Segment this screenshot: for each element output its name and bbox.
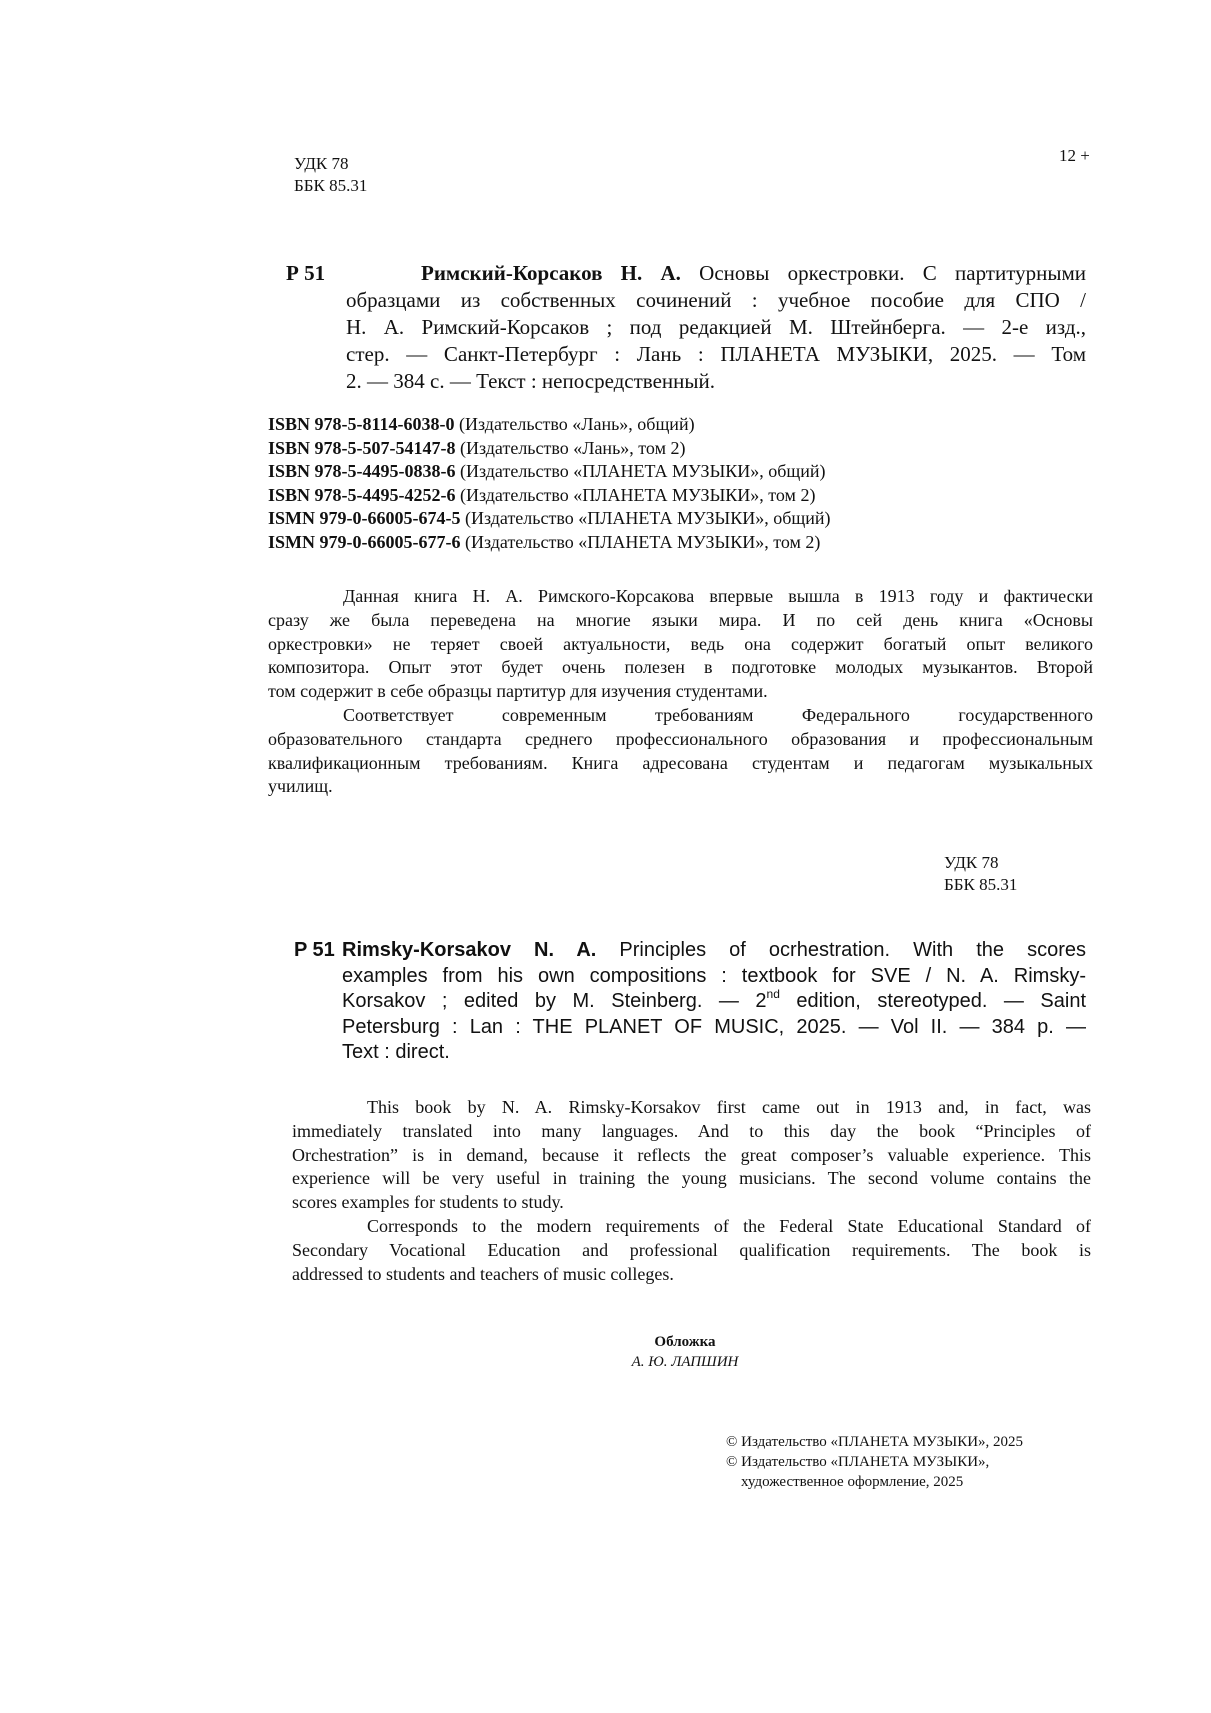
isbn-item bbox=[268, 413, 831, 437]
author-sign-en: P 51 bbox=[294, 939, 335, 961]
udk-code: УДК 78 bbox=[944, 853, 999, 872]
isbn-number: ISMN 979-0-66005-677-6 bbox=[268, 531, 461, 552]
en-annotation-line: Orchestration” is in demand, because it reflects the great composer’s valuable experience. This bbox=[292, 1144, 1091, 1165]
en-record-line-3b: edition, stereotyped. — Saint bbox=[779, 990, 1086, 1012]
isbn-number: ISBN 978-5-8114-6038-0 bbox=[268, 414, 455, 434]
en-bibliographic-record bbox=[294, 938, 1086, 1066]
isbn-note: (Издательство «ПЛАНЕТА МУЗЫКИ», общий) bbox=[460, 461, 826, 481]
en-author: Rimsky-Korsakov N. A. bbox=[342, 939, 597, 961]
ordinal-suffix: nd bbox=[766, 987, 780, 1001]
ru-record-line-2: образцами из собственных сочинений : учебное пособие для СПО / bbox=[346, 288, 1086, 312]
en-record-line-2: examples from his own compositions : textbook for SVE / N. A. Rimsky- bbox=[342, 964, 1086, 987]
en-annotation-line: immediately translated into many languages. And to this day the book “Principles of bbox=[292, 1120, 1091, 1141]
ru-annotation-line: оркестровки» не теряет своей актуальности, ведь она содержит богатый опыт великого bbox=[268, 633, 1093, 654]
isbn-note: (Издательство «Лань», том 2) bbox=[460, 437, 686, 458]
isbn-item bbox=[268, 484, 831, 508]
en-annotation-line: addressed to students and teachers of music colleges. bbox=[292, 1263, 674, 1284]
isbn-number: ISMN 979-0-66005-674-5 bbox=[268, 508, 461, 528]
isbn-item bbox=[268, 437, 831, 461]
ru-annotation-line: Соответствует современным требованиям Федерального государственного bbox=[343, 704, 1093, 725]
isbn-note: (Издательство «Лань», общий) bbox=[459, 414, 695, 434]
isbn-item bbox=[268, 460, 831, 484]
isbn-number: ISBN 978-5-4495-0838-6 bbox=[268, 461, 456, 481]
en-annotation-line: scores examples for students to study. bbox=[292, 1192, 564, 1213]
ru-annotation-line: образовательного стандарта среднего профессионального образования и профессиональным bbox=[268, 728, 1093, 749]
ru-record-line-3: Н. А. Римский-Корсаков ; под редакцией М. Штейнберга. — 2-е изд., bbox=[346, 315, 1086, 339]
classification-codes-top bbox=[294, 153, 367, 197]
isbn-number: ISBN 978-5-4495-4252-6 bbox=[268, 484, 456, 505]
isbn-number: ISBN 978-5-507-54147-8 bbox=[268, 437, 456, 458]
en-record-line-4: Petersburg : Lan : THE PLANET OF MUSIC, 2025. — Vol II. — 384 p. — bbox=[342, 1015, 1086, 1038]
ru-annotation-line: училищ. bbox=[268, 776, 333, 797]
ru-annotation-line: том содержит в себе образцы партитур для изучения студентами. bbox=[268, 681, 768, 702]
en-record-line-5: Text : direct. bbox=[342, 1041, 450, 1063]
ru-title-start: Основы оркестровки. С партитурными bbox=[699, 261, 1086, 285]
ru-record-line-4: стер. — Санкт-Петербург : Лань : ПЛАНЕТА МУЗЫКИ, 2025. — Том bbox=[346, 342, 1086, 366]
en-title-start: Principles of ocrhestration. With the scores bbox=[619, 939, 1086, 961]
age-rating: 12 + bbox=[1059, 146, 1090, 165]
en-annotation bbox=[292, 1096, 1091, 1286]
bbk-code: ББК 85.31 bbox=[294, 176, 368, 195]
cover-label: Обложка bbox=[654, 1334, 716, 1350]
cover-designer: А. Ю. ЛАПШИН bbox=[631, 1354, 739, 1370]
copyright-line-2: © Издательство «ПЛАНЕТА МУЗЫКИ», bbox=[726, 1454, 990, 1470]
copyright-line-3: художественное оформление, 2025 bbox=[741, 1474, 964, 1490]
isbn-item bbox=[268, 507, 831, 531]
isbn-note: (Издательство «ПЛАНЕТА МУЗЫКИ», том 2) bbox=[460, 484, 816, 505]
en-record-line-3 bbox=[342, 989, 1086, 1015]
ru-annotation-line: сразу же была переведена на многие языки мира. И по сей день книга «Основы bbox=[268, 609, 1093, 630]
classification-codes-second bbox=[944, 852, 1017, 896]
ru-annotation-line: композитора. Опыт этот будет очень полезен в подготовке молодых музыкантов. Второй bbox=[268, 657, 1093, 678]
en-annotation-line: experience will be very useful in training the young musicians. The second volume contains the bbox=[292, 1168, 1091, 1189]
ru-record-line-1 bbox=[346, 260, 1086, 287]
isbn-item bbox=[268, 531, 831, 555]
ru-annotation-line: квалификационным требованиям. Книга адресована студентам и педагогам музыкальных bbox=[268, 752, 1093, 773]
en-record-line-1 bbox=[342, 938, 1086, 964]
cover-credit bbox=[560, 1332, 810, 1372]
ru-bibliographic-record bbox=[286, 260, 1086, 395]
isbn-note: (Издательство «ПЛАНЕТА МУЗЫКИ», общий) bbox=[464, 508, 831, 528]
isbn-list bbox=[268, 413, 831, 554]
copyright-line-1: © Издательство «ПЛАНЕТА МУЗЫКИ», 2025 bbox=[726, 1434, 1024, 1450]
isbn-note: (Издательство «ПЛАНЕТА МУЗЫКИ», том 2) bbox=[464, 531, 821, 552]
copyright-block bbox=[726, 1432, 1023, 1492]
ru-annotation bbox=[268, 585, 1093, 799]
author-sign-ru: Р 51 bbox=[286, 261, 326, 285]
ru-author: Римский-Корсаков Н. А. bbox=[421, 261, 681, 285]
en-annotation-line: This book by N. A. Rimsky-Korsakov first came out in 1913 and, in fact, was bbox=[367, 1097, 1091, 1117]
en-annotation-line: Secondary Vocational Education and professional qualification requirements. The book is bbox=[292, 1239, 1091, 1260]
udk-code: УДК 78 bbox=[294, 154, 349, 173]
ru-record-line-5: 2. — 384 с. — Текст : непосредственный. bbox=[346, 369, 715, 393]
en-record-line-3a: Korsakov ; edited by M. Steinberg. — 2 bbox=[342, 990, 767, 1012]
en-annotation-line: Corresponds to the modern requirements of the Federal State Educational Standard of bbox=[367, 1215, 1091, 1236]
bbk-code: ББК 85.31 bbox=[944, 875, 1018, 894]
ru-annotation-line: Данная книга Н. А. Римского-Корсакова впервые вышла в 1913 году и фактически bbox=[343, 586, 1093, 606]
